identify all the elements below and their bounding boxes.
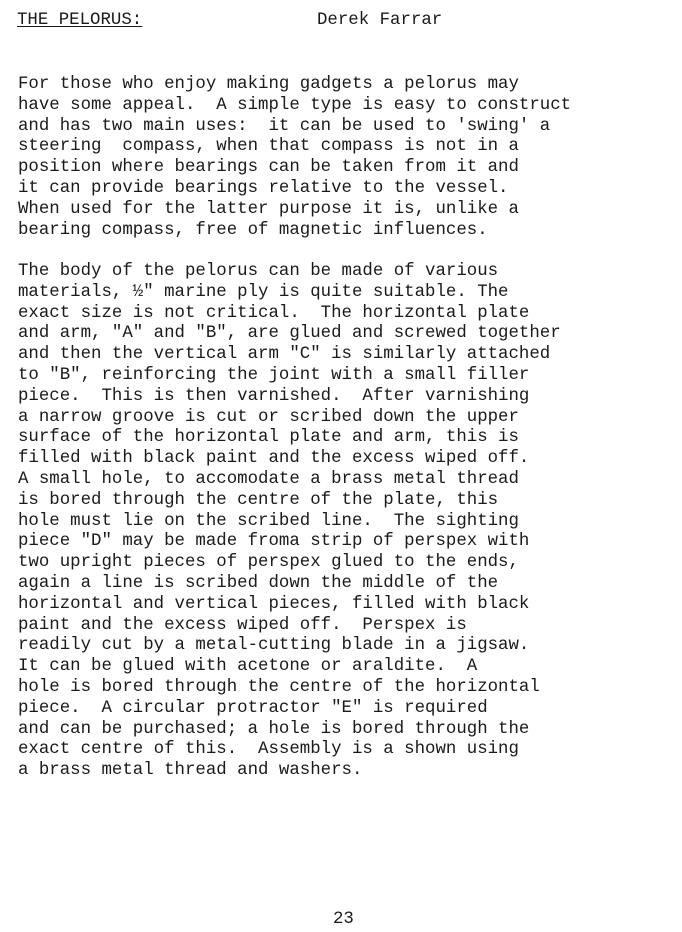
page-number: 23 xyxy=(333,910,354,929)
text-line: and arm, "A" and "B", are glued and screwed together xyxy=(18,324,561,344)
text-line: have some appeal. A simple type is easy to construct xyxy=(18,95,572,115)
text-line: steering compass, when that compass is not in a xyxy=(18,137,519,157)
paragraph-intro xyxy=(18,75,571,241)
text-line: position where bearings can be taken from it and xyxy=(18,158,519,178)
text-line: two upright pieces of perspex glued to the ends, xyxy=(18,553,519,573)
text-line: piece "D" may be made froma strip of perspex with xyxy=(18,532,530,552)
text-line: The body of the pelorus can be made of various xyxy=(18,262,499,281)
text-line: and has two main uses: it can be used to 'swing' a xyxy=(18,116,551,136)
text-line: surface of the horizontal plate and arm, this is xyxy=(18,428,519,448)
article-title: THE PELORUS: xyxy=(17,11,143,30)
text-line: paint and the excess wiped off. Perspex is xyxy=(18,615,467,635)
text-line: it can provide bearings relative to the vessel. xyxy=(18,178,509,198)
text-line: again a line is scribed down the middle of the xyxy=(18,573,499,593)
text-line: a brass metal thread and washers. xyxy=(18,761,363,781)
text-line: hole is bored through the centre of the horizontal xyxy=(18,677,540,697)
text-line: exact size is not critical. The horizontal plate xyxy=(18,303,530,323)
article-author: Derek Farrar xyxy=(317,11,443,30)
text-line: horizontal and vertical pieces, filled with black xyxy=(18,594,530,614)
paragraph-construction xyxy=(18,262,561,782)
text-line: filled with black paint and the excess wiped off. xyxy=(18,449,530,469)
text-line: It can be glued with acetone or araldite. A xyxy=(18,657,478,677)
text-line: For those who enjoy making gadgets a pelorus may xyxy=(18,75,519,94)
text-line: readily cut by a metal-cutting blade in a jigsaw. xyxy=(18,636,530,656)
text-line: a narrow groove is cut or scribed down the upper xyxy=(18,407,519,427)
text-line: A small hole, to accomodate a brass metal thread xyxy=(18,469,519,489)
text-line: is bored through the centre of the plate, this xyxy=(18,490,499,510)
text-line: to "B", reinforcing the joint with a small filler xyxy=(18,365,530,385)
text-line: bearing compass, free of magnetic influences. xyxy=(18,220,488,240)
text-line: piece. This is then varnished. After varnishing xyxy=(18,386,530,406)
text-line: exact centre of this. Assembly is a shown using xyxy=(18,740,519,760)
text-line: materials, ½" marine ply is quite suitable. The xyxy=(18,282,509,302)
text-line: hole must lie on the scribed line. The sighting xyxy=(18,511,519,531)
text-line: When used for the latter purpose it is, unlike a xyxy=(18,199,519,219)
text-line: and then the vertical arm "C" is similarly attached xyxy=(18,345,551,365)
text-line: and can be purchased; a hole is bored through the xyxy=(18,719,530,739)
text-line: piece. A circular protractor "E" is required xyxy=(18,698,488,718)
